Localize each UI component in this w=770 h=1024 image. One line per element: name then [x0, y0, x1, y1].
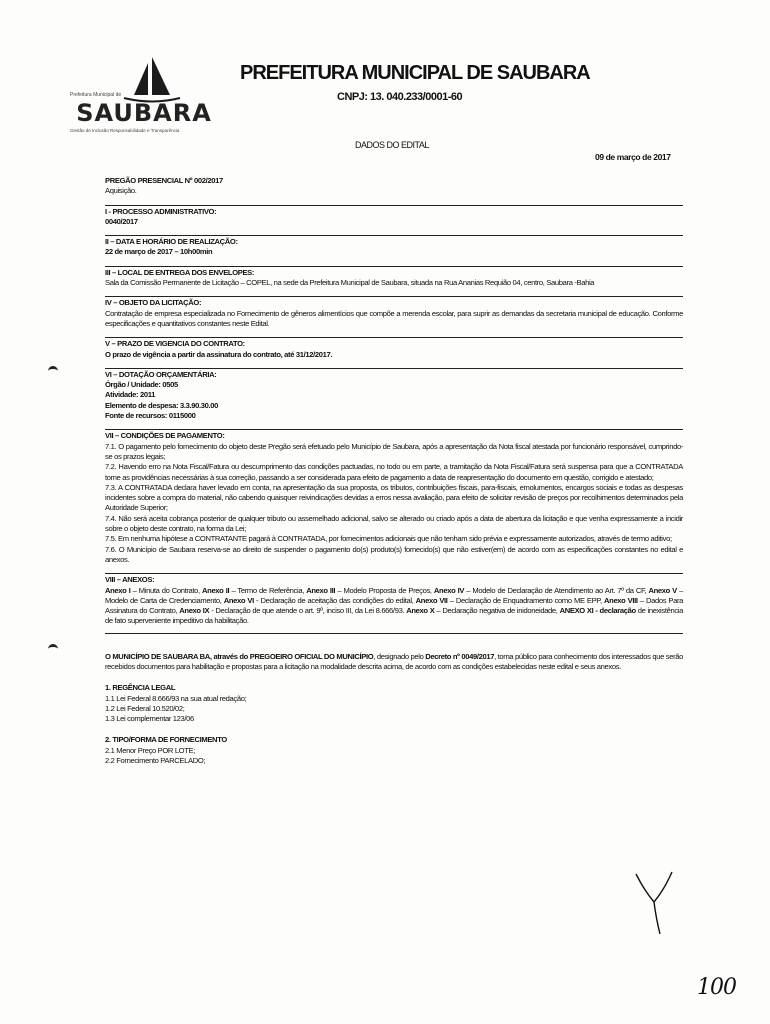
municipal-logo: [60, 55, 220, 135]
anexo-desc: – Modelo de Declaração de Atendimento ao Art. 7º da CF,: [464, 585, 649, 595]
section-value: Sala da Comissão Permanente de Licitação – COPEL, na sede da Prefeitura Municipal de Saubara, situada na Rua Ananias Requião 04, centro, Saubara -Bahia: [105, 278, 595, 288]
logo-slogan: Gestão de Inclusão Responsabilidade e Transparência: [70, 128, 180, 133]
anexo-label: Anexo VIII: [604, 595, 638, 605]
section-heading: VII – CONDIÇÕES DE PAGAMENTO:: [105, 429, 683, 441]
section-prazo: [105, 337, 683, 360]
anexo-label: Anexo III: [306, 585, 336, 595]
binder-hole-mark: [48, 366, 58, 375]
cnpj: CNPJ: 13. 040.233/0001-60: [337, 91, 463, 103]
anexo-desc: – Declaração negativa de inidoneidade,: [434, 606, 560, 616]
section-heading: 2. TIPO/FORMA DE FORNECIMENTO: [105, 735, 227, 745]
anexo-desc: – Modelo de Carta de Credenciamento,: [105, 585, 683, 605]
page-number: 100: [697, 975, 736, 1000]
section-heading: III – LOCAL DE ENTREGA DOS ENVELOPES:: [105, 266, 683, 278]
anexo-desc: - Declaração de aceitação das condições do edital,: [253, 595, 416, 605]
anexo-label: Anexo I: [105, 585, 131, 595]
section-data-horario: [105, 235, 683, 258]
list-item: 2.1 Menor Preço POR LOTE;: [105, 745, 196, 755]
section-value: O prazo de vigência a partir da assinatura do contrato, até 31/12/2017.: [105, 349, 333, 359]
section-dotacao: [105, 368, 683, 421]
clause-item: 7.6. O Município de Saubara reserva-se ao direito de suspender o pagamento do(s) produto(s) fornecido(s) que não estiver(em) de acordo com as especificações constantes no edital e anexos.: [105, 544, 683, 564]
intro-text: , torna público para conhecimento dos interessados que serão recebidos documentos para habilitação e propostas para a licitação na modalidade descrita acima, de acordo com as condições estabelecidas neste edital e seus anexos.: [105, 651, 684, 671]
section-processo: [105, 205, 683, 228]
page-title: PREFEITURA MUNICIPAL DE SAUBARA: [240, 62, 590, 84]
section-heading: II – DATA E HORÁRIO DE REALIZAÇÃO:: [105, 235, 683, 247]
dotacao-line: Fonte de recursos: 0115000: [105, 411, 196, 421]
anexo-desc: – Minuta do Contrato,: [130, 585, 203, 595]
list-item: 2.2 Fornecimento PARCELADO;: [105, 756, 206, 766]
dotacao-line: Órgão / Unidade: 0505: [105, 380, 178, 390]
section-value: Aquisição.: [105, 186, 137, 196]
intro-paragraph: [105, 652, 683, 673]
anexo-label: Anexo II: [202, 585, 230, 595]
section-value: 22 de março de 2017 – 10h00min: [105, 247, 213, 257]
logo-top-text: Prefeitura Municipal de: [70, 92, 122, 98]
binder-hole-mark: [48, 644, 58, 653]
section-heading: I - PROCESSO ADMINISTRATIVO:: [105, 205, 683, 217]
section-pagamento: [105, 429, 683, 565]
signature-initials: [630, 868, 680, 938]
section-pregao: [105, 176, 683, 197]
section-heading: PREGÃO PRESENCIAL Nº 002/2017: [105, 176, 223, 185]
anexo-desc: de inexistência de fato superveniente impeditivo da habilitação.: [105, 606, 683, 626]
section-heading: VI – DOTAÇÃO ORÇAMENTÁRIA:: [105, 368, 683, 380]
section-regencia: [105, 683, 683, 724]
document-date: 09 de março de 2017: [595, 152, 671, 162]
dotacao-line: Atividade: 2011: [105, 390, 156, 400]
section-objeto: [105, 296, 683, 329]
anexos-text: [105, 586, 683, 627]
section-tipo-fornecimento: [105, 735, 683, 766]
anexo-desc: – Termo de Referência,: [229, 585, 307, 595]
anexo-desc: – Dados Para Assinatura do Contrato,: [105, 595, 683, 616]
list-item: 1.1 Lei Federal 8.666/93 na sua atual redação;: [105, 693, 247, 703]
list-item: 1.2 Lei Federal 10.520/02;: [105, 703, 185, 713]
anexo-label: Anexo VI: [223, 595, 254, 605]
anexo-label: Anexo IV: [433, 585, 465, 595]
anexo-label: Anexo VII: [415, 595, 448, 605]
section-heading: V – PRAZO DE VIGENCIA DO CONTRATO:: [105, 337, 683, 349]
clause-item: 7.1. O pagamento pelo fornecimento do objeto deste Pregão será efetuado pelo Município de Saubara, após a apresentação da Nota fiscal atestada por funcionário responsável, cumprindo-se os prazos legais;: [105, 441, 683, 461]
dotacao-line: Elemento de despesa: 3.3.90.30.00: [105, 400, 218, 410]
doc-label: DADOS DO EDITAL: [355, 140, 429, 150]
intro-bold: O MUNICÍPIO DE SAUBARA BA, através do PREGOEIRO OFICIAL DO MUNICÍPIO: [105, 651, 374, 661]
clause-item: 7.5. Em nenhuma hipótese a CONTRATANTE pagará à CONTRATADA, por fornecimentos adicionais que não tenham sido prévia e expressamente autorizados, através de termo aditivo;: [105, 534, 672, 544]
logo-town-name: SAUBARA: [76, 99, 212, 127]
clause-item: 7.3. A CONTRATADA declara haver levado em conta, na apresentação da sua proposta, os tributos, contribuições fiscais, para-fiscais, emolumentos, encargos sociais e todas as despesas incidentes sobre a compra do material, não cabendo quaisquer reivindicações devidas a erros nessa avaliação, para efeito de solicitar revisão de preços por recolhimentos determinados pela Autoridade Superior;: [105, 482, 683, 513]
section-anexos: [105, 573, 683, 626]
clause-item: 7.2. Havendo erro na Nota Fiscal/Fatura ou descumprimento das condições pactuadas, no todo ou em parte, a tramitação da Nota Fiscal/Fatura será suspensa para que a CONTRATADA tome as providências necessárias à sua correção, passando a ser considerada para efeito de pagamento a data de reapresentação do documento em questão, corrigido e atestado;: [105, 462, 683, 482]
anexo-desc: – Declaração de Enquadramento como ME EPP,: [447, 595, 605, 605]
anexo-label: Anexo X: [406, 606, 435, 616]
intro-bold: Decreto nº 0049/2017: [425, 651, 495, 661]
section-heading: 1. REGÊNCIA LEGAL: [105, 683, 176, 693]
edital-body: [105, 176, 683, 766]
section-value: 0040/2017: [105, 216, 138, 226]
anexo-label: ANEXO XI - declaração: [559, 606, 636, 616]
section-heading: IV – OBJETO DA LICITAÇÃO:: [105, 296, 683, 308]
list-item: 1.3 Lei complementar 123/06: [105, 714, 194, 724]
section-heading: VIII – ANEXOS:: [105, 573, 683, 585]
anexo-label: Anexo V: [648, 585, 677, 595]
clause-item: 7.4. Não será aceita cobrança posterior de qualquer tributo ou assemelhado adicional, salvo se alterado ou criado após a data de abertura da licitação e que venha expressamente a incidir sobre o objeto deste contrato, na forma da Lei;: [105, 513, 683, 534]
anexo-label: Anexo IX: [179, 606, 210, 616]
section-value: Contratação de empresa especializada no Fornecimento de gêneros alimentícios que compõe a merenda escolar, para suprir as demandas da secretaria municipal de educação. Conforme especificações e quantitativos constantes neste Edital.: [105, 308, 683, 328]
anexo-desc: – Modelo Proposta de Preços,: [335, 585, 434, 595]
section-local-entrega: [105, 266, 683, 289]
anexo-desc: - Declaração de que atende o art. 9º, inciso III, da Lei 8.666/93.: [209, 606, 407, 616]
intro-text: , designado pelo: [373, 651, 426, 661]
